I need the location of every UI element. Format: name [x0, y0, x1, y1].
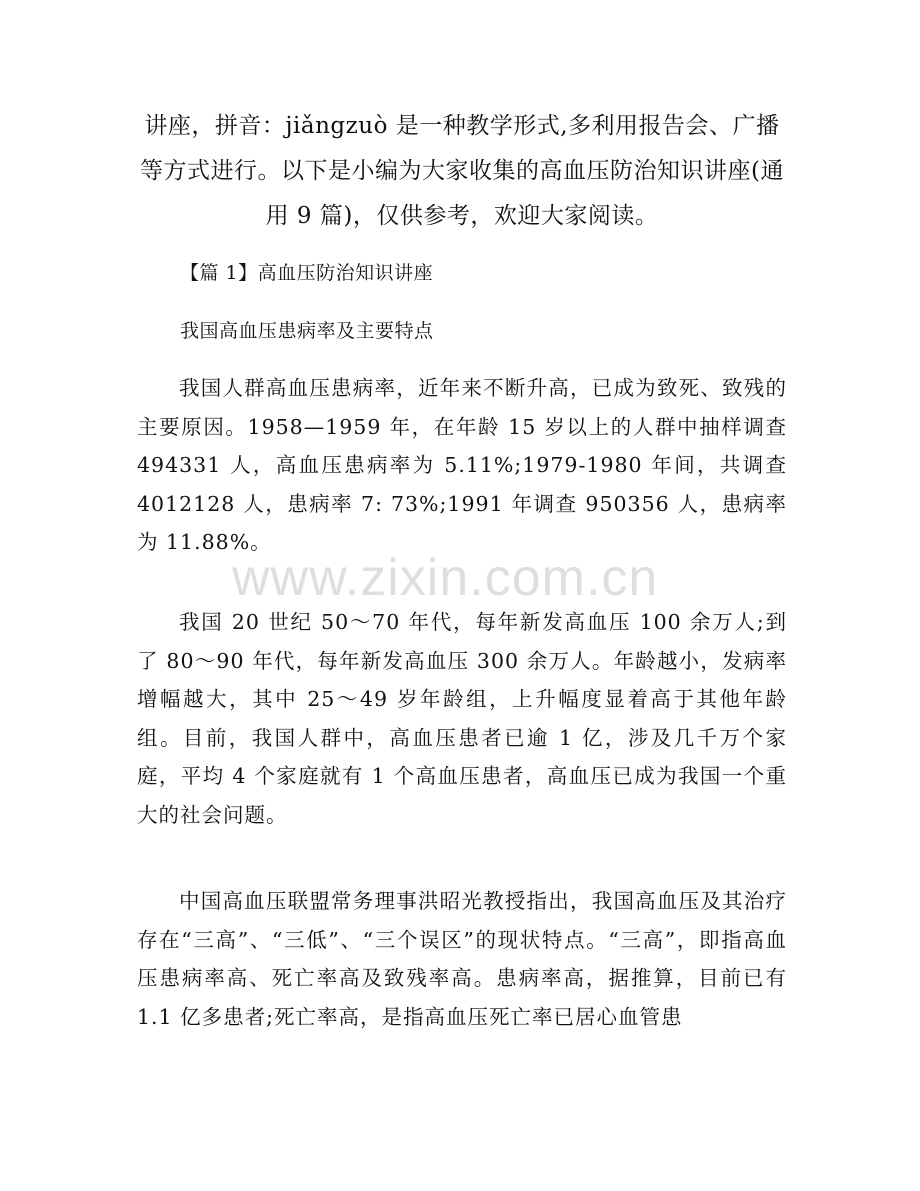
body-paragraph: 我国 20 世纪 50～70 年代，每年新发高血压 100 余万人;到了 80～90 年代，每年新发高血压 300 余万人。年龄越小，发病率增幅越大，其中 25～49 岁年龄组，上升幅度显着高于其他年龄组。目前，我国人群中，高血压患者已逾 1 亿，涉及几千万个家庭，平均 4 个家庭就有 1 个高血压患者，高血压已成为我国一个重大的社会问题。 — [137, 610, 787, 827]
watermark: www.zixin.com.cn — [232, 549, 659, 607]
section-heading: 【篇 1】高血压防治知识讲座 — [180, 262, 434, 284]
body-paragraph: 中国高血压联盟常务理事洪昭光教授指出，我国高血压及其治疗存在“三高”、“三低”、“三个误区”的现状特点。“三高”，即指高血压患病率高、死亡率高及致残率高。患病率高，据推算，目前已有 1.1 亿多患者;死亡率高，是指高血压死亡率已居心血管患 — [137, 889, 787, 1029]
intro-paragraph: 讲座，拼音：jiǎngzuò 是一种教学形式,多利用报告会、广播等方式进行。以下是小编为大家收集的高血压防治知识讲座(通用 9 篇)，仅供参考，欢迎大家阅读。 — [140, 113, 784, 229]
subheading: 我国高血压患病率及主要特点 — [180, 320, 434, 342]
body-paragraph: 我国人群高血压患病率，近年来不断升高，已成为致死、致残的主要原因。1958—1959 年，在年龄 15 岁以上的人群中抽样调查 494331 人，高血压患病率为 5.11%;1979-1980 年间，共调查 4012128 人，患病率 7: 73%;1991 年调查 950356 人，患病率为 11.88%。 — [137, 376, 787, 554]
